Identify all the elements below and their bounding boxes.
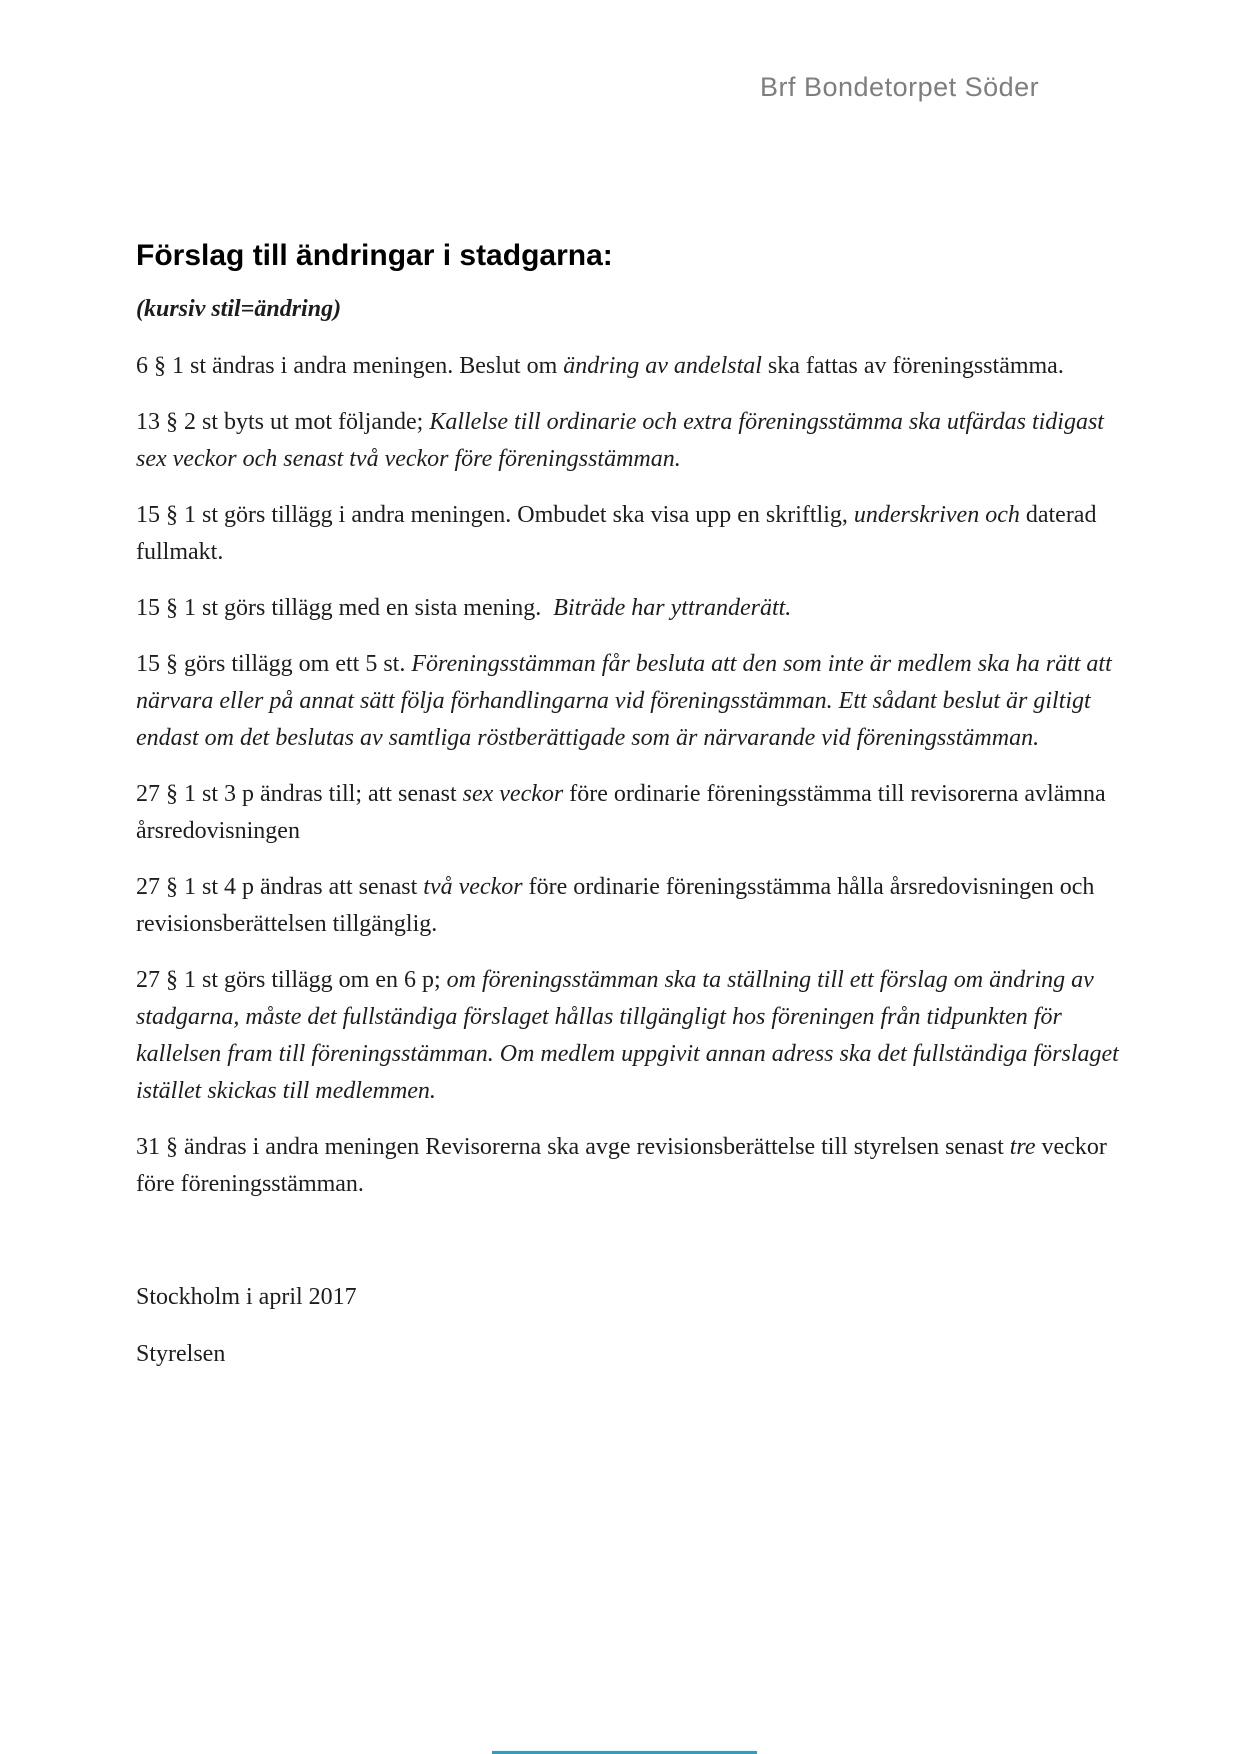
paragraph-text: före ordinarie föreningsstämma till revisorerna avlämna årsredovisningen	[136, 781, 1112, 844]
closing-date: Stockholm i april 2017	[136, 1284, 357, 1310]
amendment-text-italic: två veckor	[423, 874, 523, 900]
style-note: (kursiv stil=ändring)	[136, 296, 342, 322]
amendment-text-italic: Kallelse till ordinarie och extra föreningsstämma ska utfärdas tidigast sex veckor och senast två veckor före föreningsstämman.	[136, 409, 1110, 472]
paragraph	[136, 348, 1121, 385]
paragraph	[136, 590, 1121, 627]
paragraph	[136, 962, 1125, 1110]
paragraph-text: 27 § 1 st 3 p ändras till; att senast	[136, 781, 463, 807]
amendment-text-italic: ändring av andelstal	[563, 353, 762, 379]
paragraph-text: 15 § 1 st görs tillägg i andra meningen. Ombudet ska visa upp en skriftlig,	[136, 502, 854, 528]
paragraph-text: 15 § 1 st görs tillägg med en sista mening.	[136, 595, 554, 621]
paragraph-text: daterad fullmakt.	[136, 502, 1103, 565]
paragraph	[136, 1129, 1121, 1203]
paragraph-text: ska fattas av föreningsstämma.	[761, 353, 1064, 379]
paragraph-text: före ordinarie föreningsstämma hålla årsredovisningen och revisionsberättelsen tillgänglig.	[136, 874, 1101, 937]
amendment-text-italic: tre	[1009, 1134, 1036, 1160]
paragraph-text: 6 § 1 st ändras i andra meningen. Beslut om	[136, 353, 564, 379]
document-header-text: Brf Bondetorpet Söder	[760, 72, 1040, 102]
amendment-text-italic: sex veckor	[462, 781, 564, 807]
amendment-text-italic: underskriven och	[853, 502, 1020, 528]
paragraph-text: 27 § 1 st 4 p ändras att senast	[136, 874, 424, 900]
paragraph-text: veckor före föreningsstämman.	[136, 1134, 1113, 1197]
paragraph-text: 15 § görs tillägg om ett 5 st.	[136, 651, 412, 677]
paragraph-text: 31 § ändras i andra meningen Revisorerna ska avge revisionsberättelse till styrelsen senast	[136, 1134, 1010, 1160]
paragraph	[136, 404, 1121, 478]
paragraph	[136, 776, 1121, 850]
amendment-text-italic: Biträde har yttranderätt.	[553, 595, 792, 621]
paragraph-text: 27 § 1 st görs tillägg om en 6 p;	[136, 967, 447, 993]
document-content	[136, 238, 1125, 1393]
paragraphs	[136, 348, 1125, 1203]
paragraph	[136, 646, 1121, 757]
amendment-text-italic: Föreningsstämman får besluta att den som inte är medlem ska ha rätt att närvara eller på annat sätt följa förhandlingarna vid föreningsstämman. Ett sådant beslut är giltigt endast om det beslutas av samtliga röstberättigade som är närvarande vid föreningsstämman.	[136, 651, 1118, 751]
paragraph	[136, 869, 1121, 943]
paragraph-text: 13 § 2 st byts ut mot följande;	[136, 409, 430, 435]
paragraph	[136, 497, 1121, 571]
amendment-text-italic: om föreningsstämman ska ta ställning till ett förslag om ändring av stadgarna, måste det fullständiga förslaget hållas tillgängligt hos föreningen från tidpunkten för kallelsen fram till föreningsstämman. Om medlem uppgivit annan adress ska det fullständiga förslaget istället skickas till medlemmen.	[136, 967, 1125, 1104]
closing-block	[136, 1279, 1121, 1373]
document-title: Förslag till ändringar i stadgarna:	[136, 239, 613, 272]
closing-signature: Styrelsen	[136, 1341, 226, 1367]
